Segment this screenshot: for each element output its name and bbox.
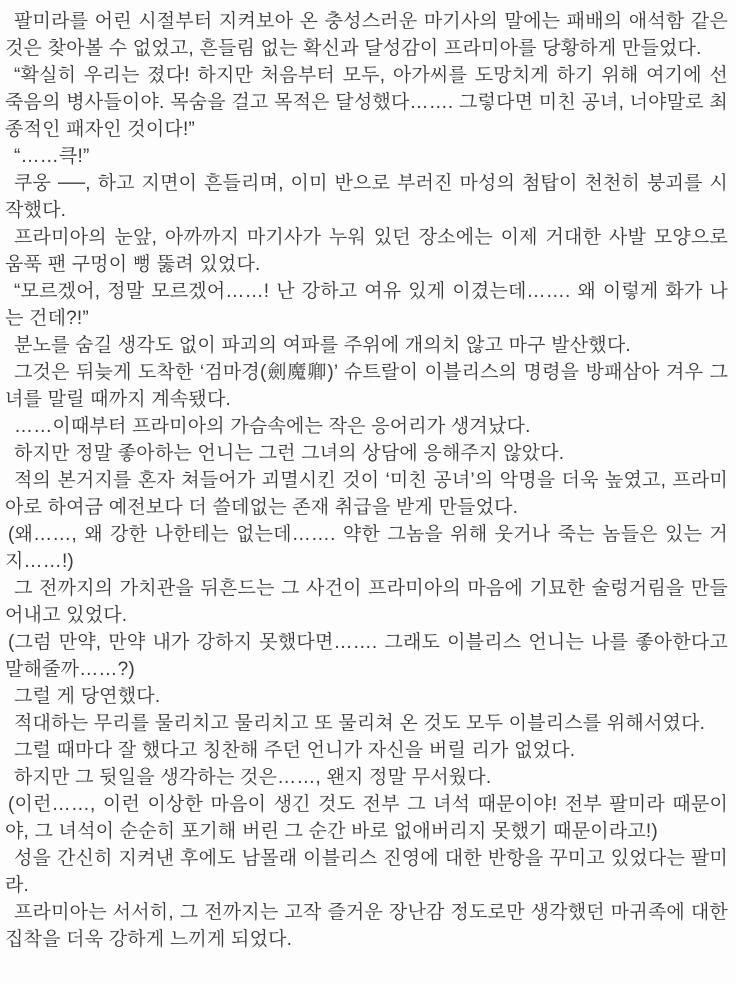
- paragraph: 그것은 뒤늦게 도착한 ‘검마경(劍魔卿)’ 슈트랄이 이블리스의 명령을 방패삼아 겨우 그녀를 말릴 때까지 계속됐다.: [5, 362, 728, 410]
- paragraph: 적의 본거지를 혼자 쳐들어가 괴멸시킨 것이 ‘미친 공녀’의 악명을 더욱 높였고, 프라미아로 하여금 예전보다 더 쓸데없는 존재 취급을 받게 만들었다.: [5, 470, 728, 518]
- paragraph: 적대하는 무리를 물리치고 물리치고 또 물리쳐 온 것도 모두 이블리스를 위해서였다.: [14, 713, 706, 734]
- paragraph-dialogue: “모르겠어, 정말 모르겠어……! 난 강하고 여유 있게 이겼는데……. 왜 이렇게 화가 나는 건데?!”: [5, 281, 728, 329]
- paragraph: 분노를 숨길 생각도 없이 파괴의 여파를 주위에 개의치 않고 마구 발산했다.: [14, 335, 631, 356]
- paragraph: 프라미아는 서서히, 그 전까지는 고작 즐거운 장난감 정도로만 생각했던 마귀족에 대한 집착을 더욱 강하게 느끼게 되었다.: [5, 902, 728, 950]
- paragraph-inner-thought: (왜……, 왜 강한 나한테는 없는데……. 약한 그놈을 위해 웃거나 죽는 놈들은 있는 거지……!): [5, 524, 728, 572]
- paragraph: ……이때부터 프라미아의 가슴속에는 작은 응어리가 생겨났다.: [14, 416, 531, 437]
- paragraph-dialogue: “확실히 우리는 졌다! 하지만 처음부터 모두, 아가씨를 도망치게 하기 위해 여기에 선 죽음의 병사들이야. 목숨을 걸고 목적은 달성했다……. 그렇다면 미친 공녀, 너야말로 최종적인 패자인 것이다!”: [5, 65, 728, 140]
- paragraph: 하지만 그 뒷일을 생각하는 것은……, 왠지 정말 무서웠다.: [14, 767, 492, 788]
- paragraph: 하지만 정말 좋아하는 언니는 그런 그녀의 상담에 응해주지 않았다.: [14, 443, 565, 464]
- paragraph: 쿠웅 ──, 하고 지면이 흔들리며, 이미 반으로 부러진 마성의 첨탑이 천천히 붕괴를 시작했다.: [5, 173, 728, 221]
- paragraph: 그럴 때마다 잘 했다고 칭찬해 주던 언니가 자신을 버릴 리가 없었다.: [14, 740, 576, 761]
- paragraph: 성을 간신히 지켜낸 후에도 남몰래 이블리스 진영에 대한 반항을 꾸미고 있었다는 팔미라.: [5, 848, 728, 896]
- paragraph: 그 전까지의 가치관을 뒤흔드는 그 사건이 프라미아의 마음에 기묘한 술렁거림을 만들어내고 있었다.: [5, 578, 728, 626]
- paragraph-inner-thought: (그럼 만약, 만약 내가 강하지 못했다면……. 그래도 이블리스 언니는 나를 좋아한다고 말해줄까……?): [5, 632, 728, 680]
- paragraph: 프라미아의 눈앞, 아까까지 마기사가 누워 있던 장소에는 이제 거대한 사발 모양으로 움푹 팬 구멍이 뻥 뚫려 있었다.: [5, 227, 728, 275]
- paragraph-dialogue: “……큭!”: [14, 146, 90, 167]
- paragraph: 팔미라를 어린 시절부터 지켜보아 온 충성스러운 마기사의 말에는 패배의 애석함 같은 것은 찾아볼 수 없었고, 흔들림 없는 확신과 달성감이 프라미아를 당황하게 만들었다.: [5, 11, 728, 59]
- paragraph: 그럴 게 당연했다.: [14, 686, 161, 707]
- paragraph-inner-thought: (이런……, 이런 이상한 마음이 생긴 것도 전부 그 녀석 때문이야! 전부 팔미라 때문이야, 그 녀석이 순순히 포기해 버린 그 순간 바로 없애버리지 못했기 때문이라고!): [5, 794, 728, 842]
